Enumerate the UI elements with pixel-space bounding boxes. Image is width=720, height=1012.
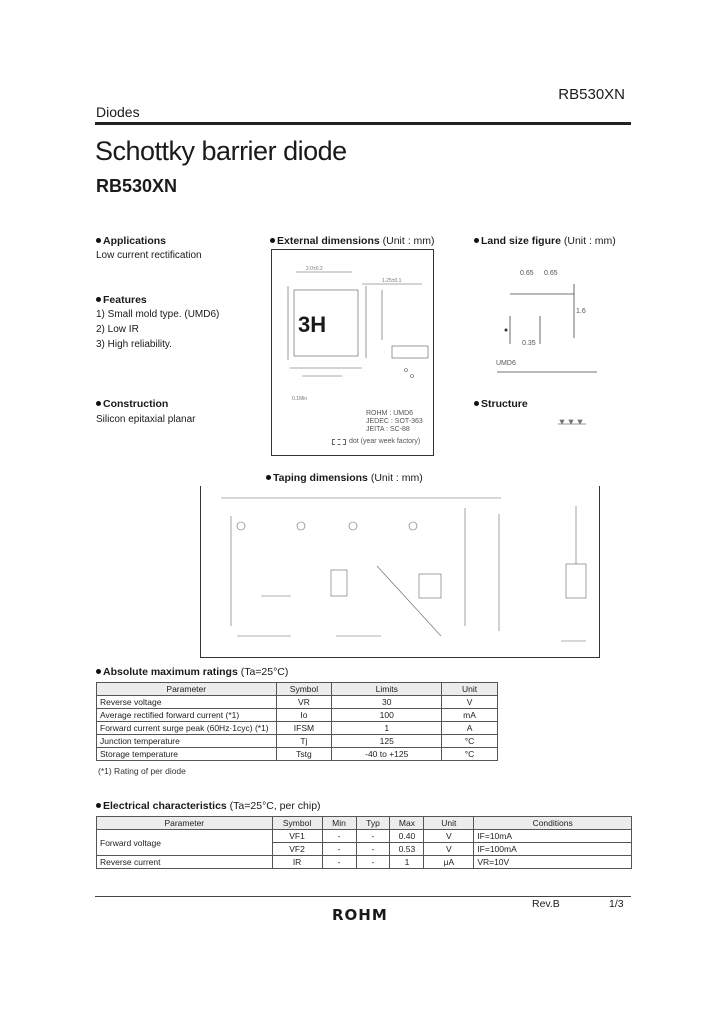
rohm-logo: ROHM bbox=[332, 906, 388, 924]
structure-heading: Structure bbox=[474, 398, 528, 410]
electrical-heading: Electrical characteristics (Ta=25°C, per chip) bbox=[96, 800, 321, 812]
svg-text:1.25±0.1: 1.25±0.1 bbox=[382, 278, 402, 284]
package-info: ROHM : UMD6 JEDEC : SOT-363 JEITA : SC-88 bbox=[366, 410, 423, 433]
table-row: Reverse voltage VR 30 V bbox=[97, 696, 498, 709]
abs-max-heading: Absolute maximum ratings (Ta=25°C) bbox=[96, 666, 288, 678]
abs-max-table bbox=[96, 682, 498, 761]
table-row: VF2 - - 0.53 V IF=100mA bbox=[97, 843, 632, 856]
taping-heading: Taping dimensions (Unit : mm) bbox=[266, 472, 423, 484]
land-dim: 0.35 bbox=[522, 340, 536, 347]
external-dimensions-figure bbox=[271, 249, 434, 456]
bullet-icon bbox=[474, 238, 479, 243]
header-category: Diodes bbox=[96, 104, 140, 120]
bullet-icon bbox=[96, 401, 101, 406]
table-header-row bbox=[97, 683, 498, 696]
bullet-icon bbox=[474, 401, 479, 406]
feature-item: 2) Low IR bbox=[96, 324, 139, 335]
table-row: Storage temperature Tstg -40 to +125 °C bbox=[97, 748, 498, 761]
construction-heading: Construction bbox=[96, 398, 168, 410]
feature-item: 3) High reliability. bbox=[96, 339, 172, 350]
header-part-number: RB530XN bbox=[558, 86, 625, 103]
revision-label: Rev.B bbox=[532, 898, 560, 910]
svg-text:2.0±0.2: 2.0±0.2 bbox=[306, 266, 323, 272]
table-header-row: Parameter Symbol Min Typ Max Unit Conditions bbox=[97, 817, 632, 830]
features-heading: Features bbox=[96, 294, 147, 306]
applications-text: Low current rectification bbox=[96, 250, 202, 261]
land-package: UMD6 bbox=[496, 360, 516, 367]
land-dim: 0.65 bbox=[520, 270, 534, 277]
feature-item: 1) Small mold type. (UMD6) bbox=[96, 309, 220, 320]
page-number: 1/3 bbox=[609, 898, 624, 910]
page-title: Schottky barrier diode bbox=[95, 136, 347, 166]
bullet-icon bbox=[266, 475, 271, 480]
table-row: Forward current surge peak (60Hz·1cyc) (*1) IFSM 1 A bbox=[97, 722, 498, 735]
bullet-icon bbox=[96, 803, 101, 808]
marking-code: 3H bbox=[298, 312, 327, 337]
table-row: Junction temperature Tj 125 °C bbox=[97, 735, 498, 748]
land-size-heading: Land size figure (Unit : mm) bbox=[474, 235, 616, 247]
taping-figure bbox=[200, 486, 600, 658]
applications-heading: Applications bbox=[96, 235, 166, 247]
footer-rule bbox=[95, 896, 631, 897]
table-row: Forward voltage VF1 - - 0.40 V IF=10mA bbox=[97, 830, 632, 843]
land-size-figure bbox=[482, 262, 622, 377]
column-header: Symbol bbox=[276, 683, 332, 696]
bullet-icon bbox=[96, 669, 101, 674]
structure-diagram bbox=[556, 400, 590, 430]
svg-text:0.1Min: 0.1Min bbox=[292, 396, 308, 402]
land-dim: 0.65 bbox=[544, 270, 558, 277]
column-header: Limits bbox=[332, 683, 442, 696]
land-dim: 1.6 bbox=[576, 308, 586, 315]
header-rule bbox=[95, 122, 631, 125]
bullet-icon bbox=[270, 238, 275, 243]
page-subtitle: RB530XN bbox=[96, 176, 178, 196]
table-row: Reverse current IR - - 1 μA VR=10V bbox=[97, 856, 632, 869]
features-list bbox=[96, 307, 219, 352]
electrical-table bbox=[96, 816, 632, 869]
table-row: Average rectified forward current (*1) Io 100 mA bbox=[97, 709, 498, 722]
column-header: Unit bbox=[442, 683, 498, 696]
external-dimensions-heading: External dimensions (Unit : mm) bbox=[270, 235, 435, 247]
abs-max-note: (*1) Rating of per diode bbox=[98, 766, 186, 776]
dot-legend: dot (year week factory) bbox=[332, 438, 420, 445]
column-header: Parameter bbox=[97, 683, 277, 696]
tape-drawing bbox=[201, 486, 599, 656]
construction-text: Silicon epitaxial planar bbox=[96, 414, 196, 425]
bullet-icon bbox=[96, 238, 101, 243]
bullet-icon bbox=[96, 297, 101, 302]
